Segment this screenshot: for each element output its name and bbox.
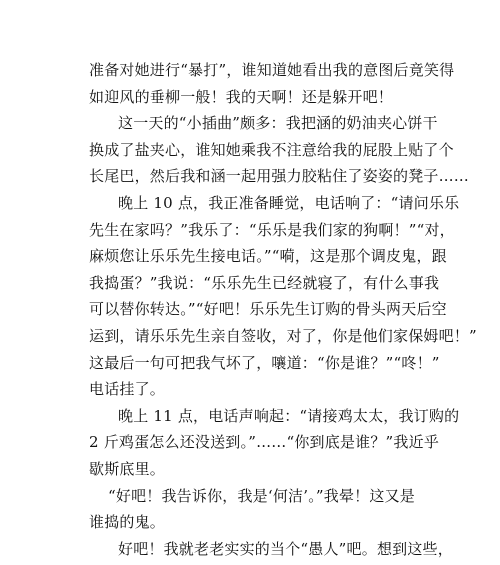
text-line: 长尾巴，然后我和涵一起用强力胶粘住了姿姿的凳子…… [89,167,470,186]
text-line: 这一天的“小插曲”颇多：我把涵的奶油夹心饼干 [118,114,438,133]
text-line: 如迎风的垂柳一般！我的天啊！还是躲开吧！ [89,87,394,106]
text-line: 2 斤鸡蛋怎么还没送到。”……“你到底是谁？”我近乎 [89,433,440,452]
text-line: 电话挂了。 [89,380,166,399]
text-line: 歇斯底里。 [89,460,166,478]
text-line: “好吧！我告诉你，我是‘何洁’。”我晕！这又是 [108,486,415,505]
text-line: 晚上 11 点，电话声响起：“请接鸡太太，我订购的 [118,406,460,425]
text-line: 换成了盐夹心，谁知她乘我不注意给我的屁股上贴了个 [89,140,454,159]
text-line: 这最后一句可把我气坏了，嚷道：“你是谁？”“咚！” [89,353,440,372]
text-line: 麻烦您让乐乐先生接电话。”“嗬，这是那个调皮鬼，跟 [89,247,447,266]
text-line: 好吧！我就老老实实的当个“愚人”吧。想到这些， [118,539,453,558]
text-line: 我捣蛋？”我说：“乐乐先生已经就寝了，有什么事我 [89,273,440,292]
text-line: 先生在家吗？”我乐了：“乐乐是我们家的狗啊！”“对， [89,220,455,239]
text-line: 可以替你转达。”“好吧！乐乐先生订购的骨头两天后空 [89,300,447,319]
text-line: 运到，请乐乐先生亲自签收，对了，你是他们家保姆吧！” [89,327,477,345]
text-line: 晚上 10 点，我正准备睡觉，电话响了：“请问乐乐 [118,194,460,212]
text-line: 谁捣的鬼。 [89,513,166,532]
text-line: 准备对她进行“暴打”，谁知道她看出我的意图后竟笑得 [89,61,455,79]
